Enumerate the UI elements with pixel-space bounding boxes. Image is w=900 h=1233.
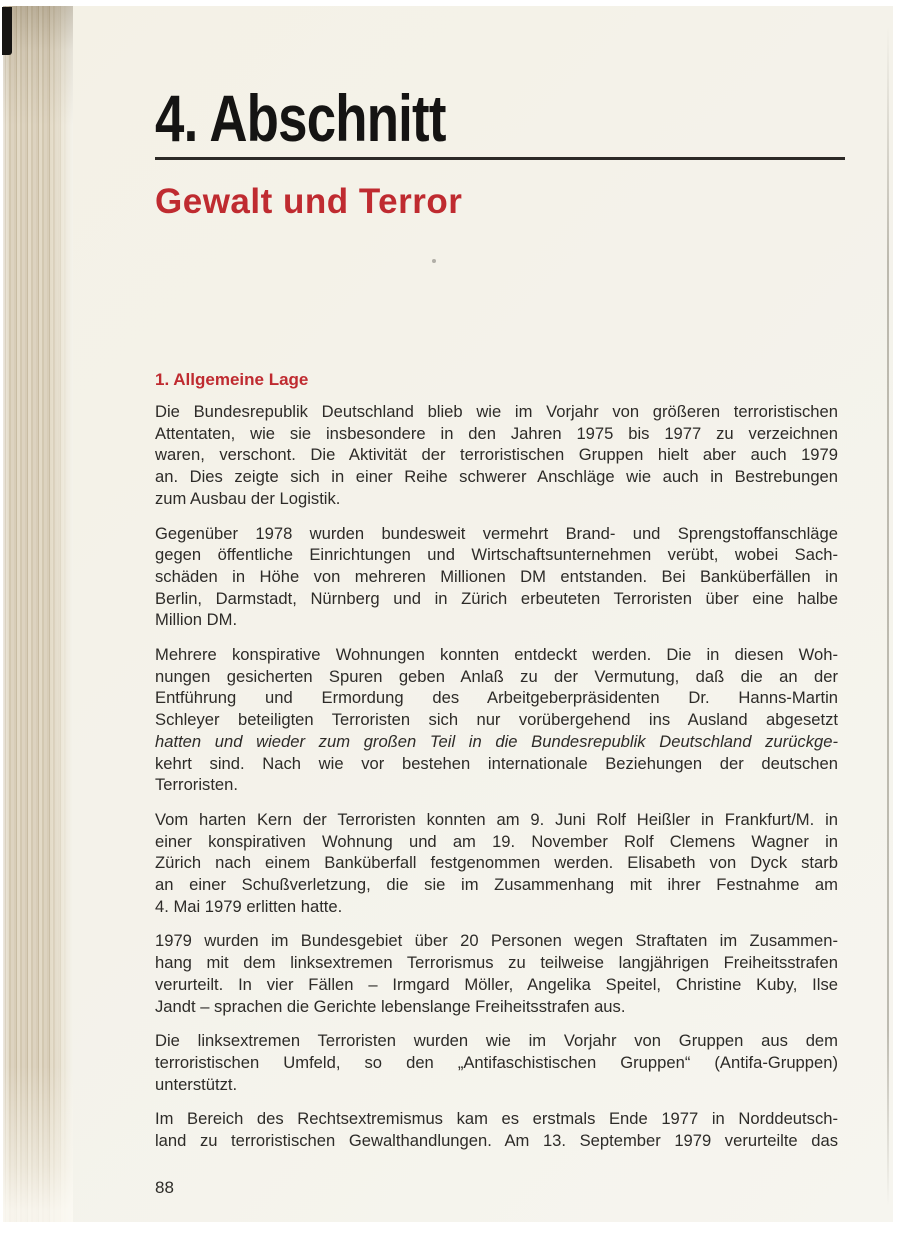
- text-line: Million DM.: [155, 610, 238, 630]
- text-line: Im Bereich des Rechtsextremismus kam es erstmals Ende 1977 in Norddeutsch-: [155, 1109, 838, 1129]
- book-cover-corner: [2, 7, 12, 55]
- text-line: land zu terroristischen Gewalthandlungen. Am 13. September 1979 verurteilte das: [155, 1131, 838, 1151]
- chapter-title: Gewalt und Terror: [155, 182, 463, 221]
- paper: [3, 6, 893, 1222]
- book-page-edges: [3, 6, 73, 1222]
- text-line: terroristischen Umfeld, so den „Antifaschistischen Gruppen“ (Antifa-Gruppen): [155, 1052, 838, 1072]
- text-line: hatten und wieder zum großen Teil in die Bundesrepublik Deutschland zurückge-: [155, 731, 838, 751]
- text-line: Entführung und Ermordung des Arbeitgeberpräsidenten Dr. Hanns-Martin: [155, 688, 838, 708]
- text-line: Die linksextremen Terroristen wurden wie im Vorjahr von Gruppen aus dem: [155, 1031, 838, 1051]
- paragraph: [155, 644, 838, 796]
- title-rule: [155, 157, 845, 160]
- text-line: Zürich nach einem Banküberfall festgenommen werden. Elisabeth von Dyck starb: [155, 853, 838, 873]
- text-line: Mehrere konspirative Wohnungen konnten entdeckt werden. Die in diesen Woh-: [155, 645, 838, 665]
- text-line: Vom harten Kern der Terroristen konnten am 9. Juni Rolf Heißler in Frankfurt/M. in: [155, 809, 838, 829]
- page-number: 88: [155, 1178, 174, 1197]
- text-line: Schleyer beteiligten Terroristen sich nur vorübergehend ins Ausland abgesetzt: [155, 710, 838, 730]
- text-line: Gegenüber 1978 wurden bundesweit vermehrt Brand- und Sprengstoffanschläge: [155, 523, 838, 543]
- text-line: hang mit dem linksextremen Terrorismus zu teilweise langjährigen Freiheitsstrafen: [155, 953, 838, 973]
- text-line: verurteilt. In vier Fällen – Irmgard Möller, Angelika Speitel, Christine Kuby, Ilse: [155, 974, 838, 994]
- text-line: Attentaten, wie sie insbesondere in den Jahren 1975 bis 1977 zu verzeichnen: [155, 423, 838, 443]
- text-line: an. Dies zeigte sich in einer Reihe schwerer Anschläge wie auch in Bestrebungen: [155, 467, 838, 487]
- section-title: 4. Abschnitt: [155, 81, 446, 155]
- paragraph: [155, 809, 838, 918]
- text-line: 1979 wurden im Bundesgebiet über 20 Personen wegen Straftaten im Zusammen-: [155, 931, 838, 951]
- paragraph: [155, 1108, 838, 1151]
- text-line: unterstützt.: [155, 1074, 238, 1094]
- paragraph: [155, 401, 838, 510]
- paragraph: [155, 1030, 838, 1095]
- text-line: Terroristen.: [155, 775, 238, 795]
- paragraph: [155, 930, 838, 1017]
- page-right-edge: [887, 26, 889, 1206]
- subsection-heading: 1. Allgemeine Lage: [155, 370, 309, 389]
- text-line: zum Ausbau der Logistik.: [155, 488, 341, 508]
- text-line: 4. Mai 1979 erlitten hatte.: [155, 896, 343, 916]
- paragraph: [155, 523, 838, 632]
- text-line: schäden in Höhe von mehreren Millionen DM entstanden. Bei Banküberfällen in: [155, 566, 838, 586]
- text-line: gegen öffentliche Einrichtungen und Wirtschaftsunternehmen verübt, wobei Sach-: [155, 545, 838, 565]
- text-line: kehrt sind. Nach wie vor bestehen internationale Beziehungen der deutschen: [155, 753, 838, 773]
- text-line: waren, verschont. Die Aktivität der terroristischen Gruppen hielt aber auch 1979: [155, 445, 838, 465]
- text-line: Jandt – sprachen die Gerichte lebenslange Freiheitsstrafen aus.: [155, 996, 626, 1016]
- text-line: an einer Schußverletzung, die sie im Zusammenhang mit ihrer Festnahme am: [155, 875, 838, 895]
- scan-artifact-dot: [432, 259, 436, 263]
- text-line: Die Bundesrepublik Deutschland blieb wie im Vorjahr von größeren terroristischen: [155, 402, 838, 421]
- text-line: Berlin, Darmstadt, Nürnberg und in Zürich erbeuteten Terroristen über eine halbe: [155, 588, 838, 608]
- body-text: [155, 401, 838, 1165]
- text-line: nungen gesicherten Spuren geben Anlaß zu der Vermutung, daß die an der: [155, 666, 838, 686]
- text-line: einer konspirativen Wohnung und am 19. November Rolf Clemens Wagner in: [155, 831, 838, 851]
